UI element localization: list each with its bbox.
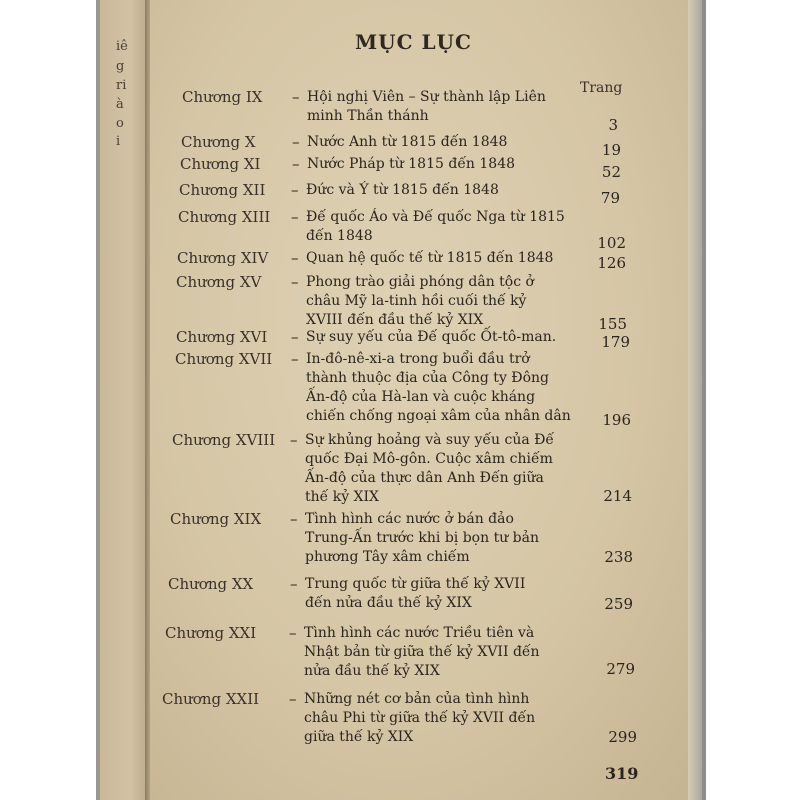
- chapter-title: Tình hình các nước Triều tiên và Nhật bản từ giữa thế kỷ XVII đến nửa đầu thế kỷ XIX: [304, 625, 540, 679]
- page-title: MỤC LỤC: [355, 30, 472, 54]
- entry-dash: –: [289, 690, 297, 708]
- page-number: 3: [608, 116, 618, 134]
- chapter-label: Chương XVI: [176, 328, 268, 346]
- chapter-title: Đế quốc Áo và Đế quốc Nga từ 1815 đến 1848: [306, 209, 565, 244]
- chapter-label: Chương XIV: [177, 249, 269, 267]
- chapter-title: Nước Anh từ 1815 đến 1848: [307, 134, 508, 150]
- page-number: 196: [602, 411, 631, 429]
- page-number: 19: [601, 141, 621, 159]
- chapter-label: Chương XII: [179, 181, 266, 199]
- left-page-fragment: ri: [116, 78, 127, 93]
- folio-number: 319: [605, 764, 639, 783]
- entry-dash: –: [290, 431, 298, 449]
- left-page-fragment: g: [116, 59, 125, 74]
- entry-dash: –: [292, 88, 300, 106]
- chapter-title: Phong trào giải phóng dân tộc ở châu Mỹ la-tinh hồi cuối thế kỷ XVIII đến đầu thế kỷ XIX: [306, 274, 534, 328]
- entry-dash: –: [291, 181, 299, 199]
- chapter-title: Quan hệ quốc tế từ 1815 đến 1848: [306, 250, 554, 266]
- chapter-label: Chương XI: [180, 155, 261, 173]
- page-number: 155: [598, 315, 627, 333]
- page-number: 238: [604, 548, 633, 566]
- chapter-label: Chương X: [181, 133, 256, 151]
- chapter-label: Chương XIII: [178, 208, 271, 226]
- page-number: 259: [604, 595, 633, 613]
- chapter-label: Chương IX: [182, 88, 263, 106]
- left-page: [100, 0, 150, 800]
- chapter-title: Trung quốc từ giữa thế kỷ XVII đến nửa đầu thế kỷ XIX: [305, 576, 526, 611]
- chapter-label: Chương XX: [168, 575, 254, 593]
- page-number: 214: [603, 487, 632, 505]
- entry-dash: –: [290, 575, 298, 593]
- page-edge: [688, 0, 702, 800]
- chapter-title: In-đô-nê-xi-a trong buổi đầu trở thành thuộc địa của Công ty Đông Ấn-độ của Hà-lan và cuộc kháng chiến chống ngoại xâm của nhân dân: [306, 351, 571, 424]
- chapter-title: Sự suy yếu của Đế quốc Ốt-tô-man.: [306, 329, 557, 345]
- chapter-label: Chương XXII: [162, 690, 260, 708]
- chapter-label: Chương XVIII: [172, 431, 276, 449]
- chapter-title: Sự khủng hoảng và suy yếu của Đế quốc Đại Mô-gôn. Cuộc xâm chiếm Ấn-độ của thực dân Anh Đến giữa thế kỷ XIX: [305, 432, 555, 505]
- page-number: 179: [601, 333, 630, 351]
- page-number: 79: [600, 189, 620, 207]
- page-column-header: Trang: [580, 80, 623, 96]
- chapter-title: Những nét cơ bản của tình hình châu Phi từ giữa thế kỷ XVII đến giữa thế kỷ XIX: [304, 691, 536, 745]
- entry-dash: –: [292, 155, 300, 173]
- page-number: 52: [601, 163, 621, 181]
- chapter-title: Đức và Ý từ 1815 đến 1848: [306, 182, 499, 198]
- entry-dash: –: [289, 624, 297, 642]
- page-number: 279: [606, 660, 635, 678]
- entry-dash: –: [290, 510, 298, 528]
- page-number: 126: [597, 254, 626, 272]
- left-page-fragment: o: [116, 116, 124, 131]
- page-number: 299: [608, 728, 637, 746]
- contents-page: [150, 0, 695, 800]
- entry-dash: –: [291, 208, 299, 226]
- entry-dash: –: [291, 350, 299, 368]
- chapter-title: Nước Pháp từ 1815 đến 1848: [307, 156, 516, 172]
- chapter-title: Tình hình các nước ở bán đảo Trung-Ấn trước khi bị bọn tư bản phương Tây xâm chiếm: [305, 511, 539, 565]
- chapter-label: Chương XV: [176, 273, 262, 291]
- chapter-title: Hội nghị Viên – Sự thành lập Liên minh Thần thánh: [307, 89, 546, 124]
- left-page-fragment: iê: [116, 39, 128, 54]
- left-page-fragment: i: [116, 134, 121, 149]
- left-page-fragment: à: [116, 97, 124, 112]
- entry-dash: –: [291, 273, 299, 291]
- chapter-label: Chương XIX: [170, 510, 262, 528]
- entry-dash: –: [291, 328, 299, 346]
- entry-dash: –: [292, 133, 300, 151]
- chapter-label: Chương XXI: [165, 624, 257, 642]
- entry-dash: –: [291, 249, 299, 267]
- page-number: 102: [597, 234, 626, 252]
- chapter-label: Chương XVII: [175, 350, 273, 368]
